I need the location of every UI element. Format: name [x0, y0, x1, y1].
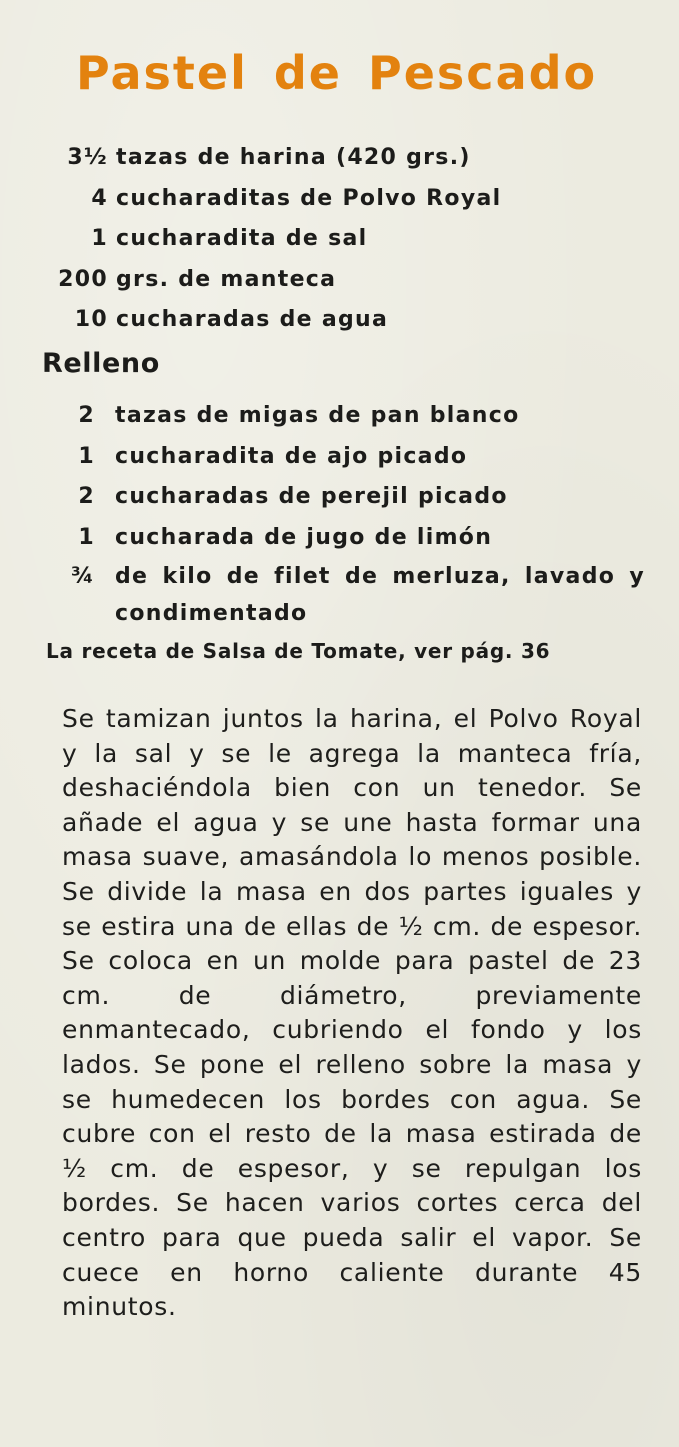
filling-item [40, 558, 650, 632]
filling-quantity: 1 [78, 443, 95, 469]
filling-text: cucharadita de ajo picado [115, 443, 468, 469]
ingredient-quantity: 200 [58, 266, 108, 292]
filling-text: cucharadas de perejil picado [115, 484, 508, 509]
sauce-reference-note: La receta de Salsa de Tomate, ver pág. 36 [46, 639, 551, 663]
filling-item [40, 437, 650, 478]
ingredient-item [40, 300, 650, 341]
filling-quantity: 2 [78, 403, 95, 428]
ingredient-text: grs. de manteca [116, 266, 337, 292]
ingredient-text: cucharaditas de Polvo Royal [116, 185, 502, 211]
ingredient-quantity: 10 [74, 307, 108, 332]
ingredient-text: cucharadas de agua [116, 307, 389, 332]
filling-quantity: ¾ [70, 564, 95, 589]
filling-item [40, 396, 650, 437]
filling-text: de kilo de filet de merluza, lavado y condimentado [115, 564, 645, 626]
ingredient-item [40, 179, 650, 220]
filling-title: Relleno [42, 348, 160, 379]
filling-text: cucharada de jugo de limón [115, 524, 493, 550]
filling-item [40, 518, 650, 559]
ingredient-quantity: 4 [91, 185, 108, 211]
filling-quantity: 1 [78, 524, 95, 550]
filling-item [40, 477, 650, 518]
ingredient-list [40, 138, 650, 341]
ingredient-quantity: 1 [91, 226, 108, 251]
ingredient-text: tazas de harina (420 grs.) [116, 145, 471, 170]
ingredient-item [40, 219, 650, 260]
filling-list [40, 396, 650, 632]
filling-quantity: 2 [78, 484, 95, 509]
ingredient-text: cucharadita de sal [116, 226, 368, 251]
ingredient-item [40, 260, 650, 301]
ingredient-quantity: 3½ [67, 145, 108, 170]
ingredient-item [40, 138, 650, 179]
recipe-title: Pastel de Pescado [76, 46, 598, 100]
filling-text: tazas de migas de pan blanco [115, 403, 520, 428]
instructions-paragraph: Se tamizan juntos la harina, el Polvo Royal y la sal y se le agrega la manteca fría, deshaciéndola bien con un tenedor. Se añade el agua y se une hasta formar una masa suave, amasándola lo menos posible. Se divide la masa en dos partes iguales y se estira una de ellas de ½ cm. de espesor. Se coloca en un molde para pastel de 23 cm. de diámetro, previamente enmantecado, cubriendo el fondo y los lados. Se pone el relleno sobre la masa y se humedecen los bordes con agua. Se cubre con el resto de la masa estirada de ½ cm. de espesor, y se repulgan los bordes. Se hacen varios cortes cerca del centro para que pueda salir el vapor. Se cuece en horno caliente durante 45 minutos. [62, 704, 642, 1322]
